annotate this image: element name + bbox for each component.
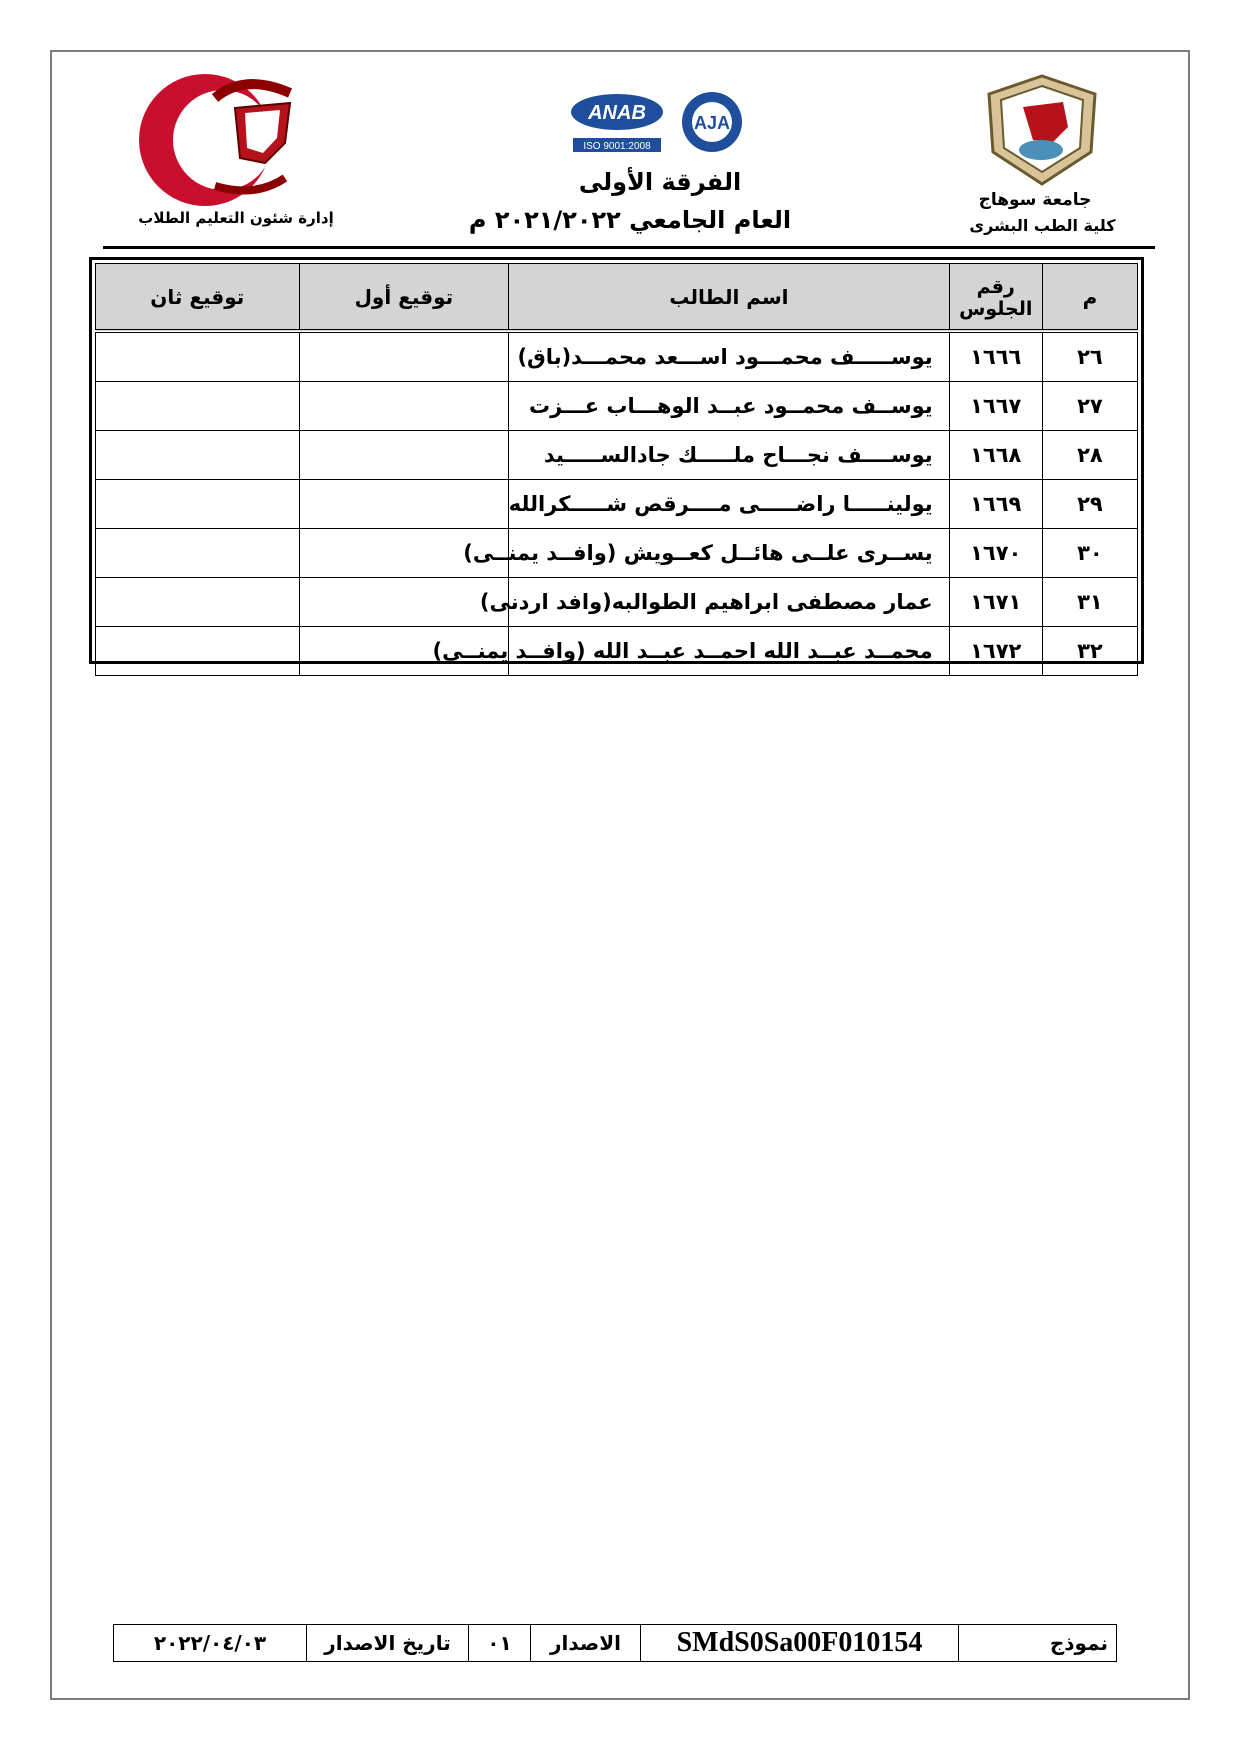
row-num: ٣١ [1042,578,1137,627]
header-name: اسم الطالب [509,264,949,332]
issue-date-label: تاريخ الاصدار [306,1625,468,1661]
row-name: يولينـــــا راضـــــى مــــرقص شـــــكرالله [509,480,949,529]
row-sig1 [299,431,509,480]
row-seat: ١٦٧٠ [949,529,1042,578]
row-num: ٢٧ [1042,382,1137,431]
header-sig2: توقيع ثان [96,264,300,332]
document-footer [113,1624,1117,1662]
version-value: ٠١ [468,1625,530,1661]
header-seat [949,264,1042,332]
issue-date-value: ٢٠٢٢/٠٤/٠٣ [153,1631,267,1655]
department-label: إدارة شئون التعليم الطلاب [138,209,334,227]
form-code: SMdS0Sa00F010154 [640,1625,958,1661]
table-header-row [96,264,1138,332]
row-num: ٣٢ [1042,627,1137,676]
row-sig2 [96,331,300,382]
row-sig2 [96,480,300,529]
svg-text:ANAB: ANAB [588,102,646,124]
university-logo [983,72,1101,188]
table-row [96,382,1138,431]
faculty-name: كلية الطب البشرى [969,216,1116,235]
table-row [96,431,1138,480]
row-sig2 [96,382,300,431]
row-name: يوســف محمــود عبــد الوهـــاب عـــزت [509,382,949,431]
row-num: ٢٩ [1042,480,1137,529]
row-num: ٣٠ [1042,529,1137,578]
row-name: يوســــف نجـــاح ملـــــك جادالســـــيد [509,431,949,480]
row-sig2 [96,578,300,627]
table-row [96,578,1138,627]
table-row [96,529,1138,578]
row-name: يســرى علــى هائــل كعــويش (وافــد يمنــى) [509,529,949,578]
iso-accreditation-logo [567,90,753,158]
form-label: نموذج [958,1625,1116,1661]
row-sig2 [96,529,300,578]
row-seat: ١٦٦٧ [949,382,1042,431]
table-row [96,627,1138,676]
row-seat: ١٦٧٢ [949,627,1042,676]
svg-text:AJA: AJA [693,113,731,133]
row-sig1 [299,331,509,382]
roster-table [95,263,1138,676]
row-sig1 [299,480,509,529]
row-num: ٢٦ [1042,331,1137,382]
header-num: م [1042,264,1137,332]
faculty-logo [115,68,315,208]
row-seat: ١٦٦٩ [949,480,1042,529]
table-row [96,480,1138,529]
row-seat: ١٦٦٦ [949,331,1042,382]
version-label: الاصدار [530,1625,640,1661]
row-name: محمــد عبــد الله احمــد عبــد الله (وافــد يمنــى) [509,627,949,676]
svg-text:ISO 9001:2008: ISO 9001:2008 [583,141,651,152]
academic-year-title: العام الجامعي ٢٠٢١/٢٠٢٢ م [468,206,792,234]
roster-table-frame [89,257,1144,664]
row-seat: ١٦٧١ [949,578,1042,627]
level-title: الفرقة الأولى [578,168,742,196]
row-sig2 [96,627,300,676]
header-seat-line1: رقم [976,276,1015,298]
header-seat-line2: الجلوس [959,298,1033,320]
row-sig2 [96,431,300,480]
header-divider [103,246,1155,249]
row-sig1 [299,382,509,431]
row-num: ٢٨ [1042,431,1137,480]
row-name: عمار مصطفى ابراهيم الطوالبه(وافد اردنى) [509,578,949,627]
row-name: يوســـــف محمـــود اســـعد محمـــد(باق) [509,331,949,382]
university-name: جامعة سوهاج [978,190,1092,210]
table-row [96,331,1138,382]
row-seat: ١٦٦٨ [949,431,1042,480]
row-sig1 [299,578,509,627]
header-sig1: توقيع أول [299,264,509,332]
